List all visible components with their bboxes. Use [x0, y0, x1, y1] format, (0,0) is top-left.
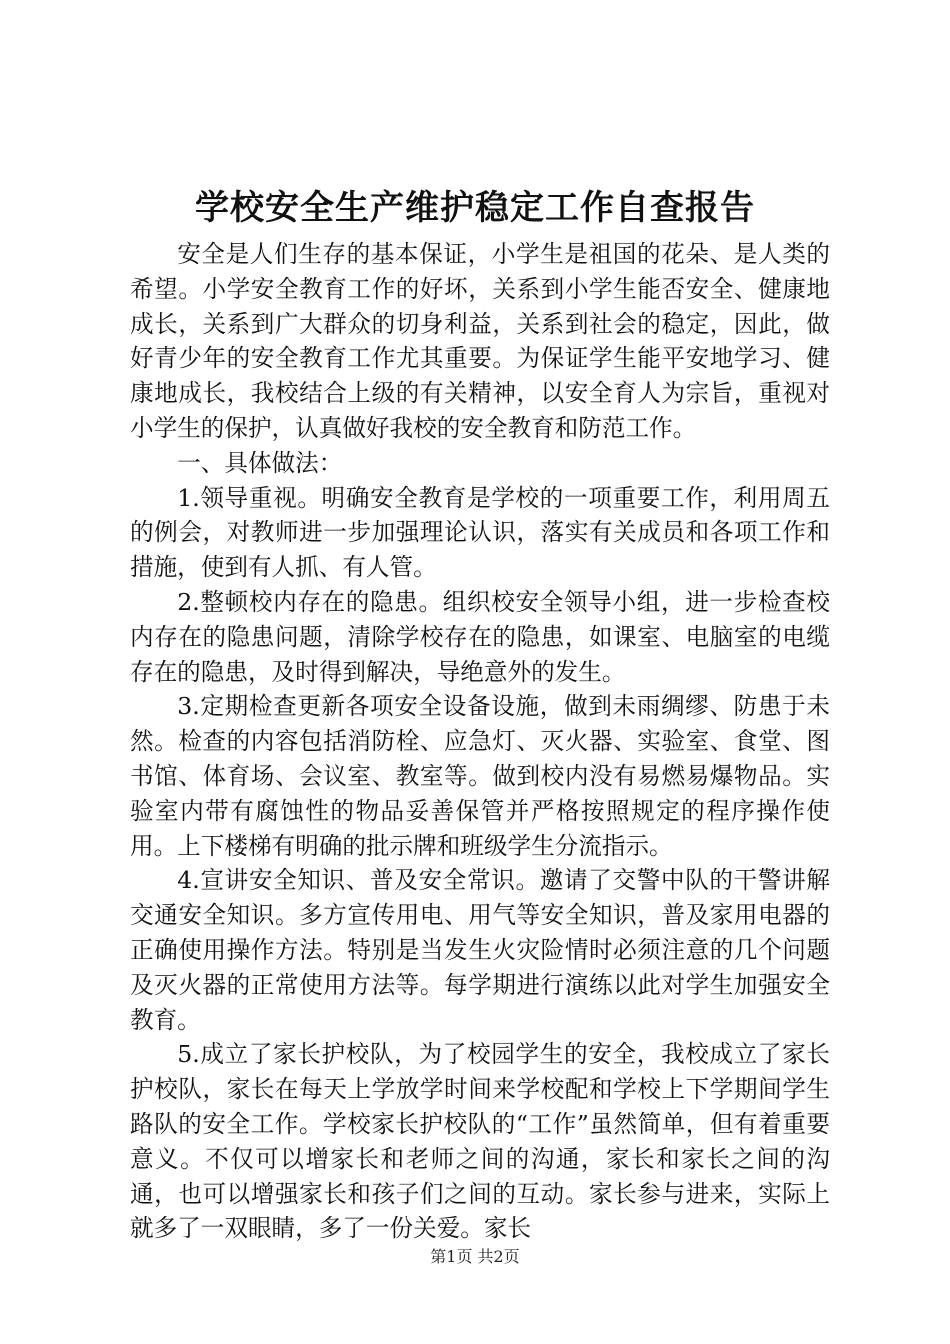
paragraph-intro: 安全是人们生存的基本保证，小学生是祖国的花朵、是人类的希望。小学安全教育工作的好坏，关系到小学生能否安全、健康地成长，关系到广大群众的切身利益，关系到社会的稳定，因此，做好青少年的安全教育工作尤其重要。为保证学生能平安地学习、健康地成长，我校结合上级的有关精神，以安全育人为宗旨，重视对小学生的保护，认真做好我校的安全教育和防范工作。 [130, 240, 830, 442]
document-body [130, 237, 830, 1246]
document-title: 学校安全生产维护稳定工作自查报告 [195, 188, 755, 228]
paragraph-item-2: 2.整顿校内存在的隐患。组织校安全领导小组，进一步检查校内存在的隐患问题，清除学校存在的隐患，如课室、电脑室的电缆存在的隐患，及时得到解决，导绝意外的发生。 [130, 587, 830, 686]
paragraph-item-4: 4.宣讲安全知识、普及安全常识。邀请了交警中队的干警讲解交通安全知识。多方宣传用电、用气等安全知识，普及家用电器的正确使用操作方法。特别是当发生火灾险情时必须注意的几个问题及灭火器的正常使用方法等。每学期进行演练以此对学生加强安全教育。 [130, 866, 830, 1034]
paragraph-item-3: 3.定期检查更新各项安全设备设施，做到未雨绸缪、防患于未然。检查的内容包括消防栓、应急灯、灭火器、实验室、食堂、图书馆、体育场、会议室、教室等。做到校内没有易燃易爆物品。实验室内带有腐蚀性的物品妥善保管并严格按照规定的程序操作使用。上下楼梯有明确的批示牌和班级学生分流指示。 [130, 692, 830, 860]
section-heading-methods: 一、具体做法： [177, 448, 343, 477]
paragraph-item-1: 1.领导重视。明确安全教育是学校的一项重要工作，利用周五的例会，对教师进一步加强理论认识，落实有关成员和各项工作和措施，使到有人抓、有人管。 [130, 483, 830, 582]
page-footer: 第1页 共2页 [430, 1247, 520, 1266]
paragraph-item-5: 5.成立了家长护校队，为了校园学生的安全，我校成立了家长护校队，家长在每天上学放学时间来学校配和学校上下学期间学生路队的安全工作。学校家长护校队的“工作”虽然简单，但有着重要意义。不仅可以增家长和老师之间的沟通，家长和家长之间的沟通，也可以增强家长和孩子们之间的互动。家长参与进来，实际上就多了一双眼睛，多了一份关爱。家长 [130, 1040, 830, 1243]
